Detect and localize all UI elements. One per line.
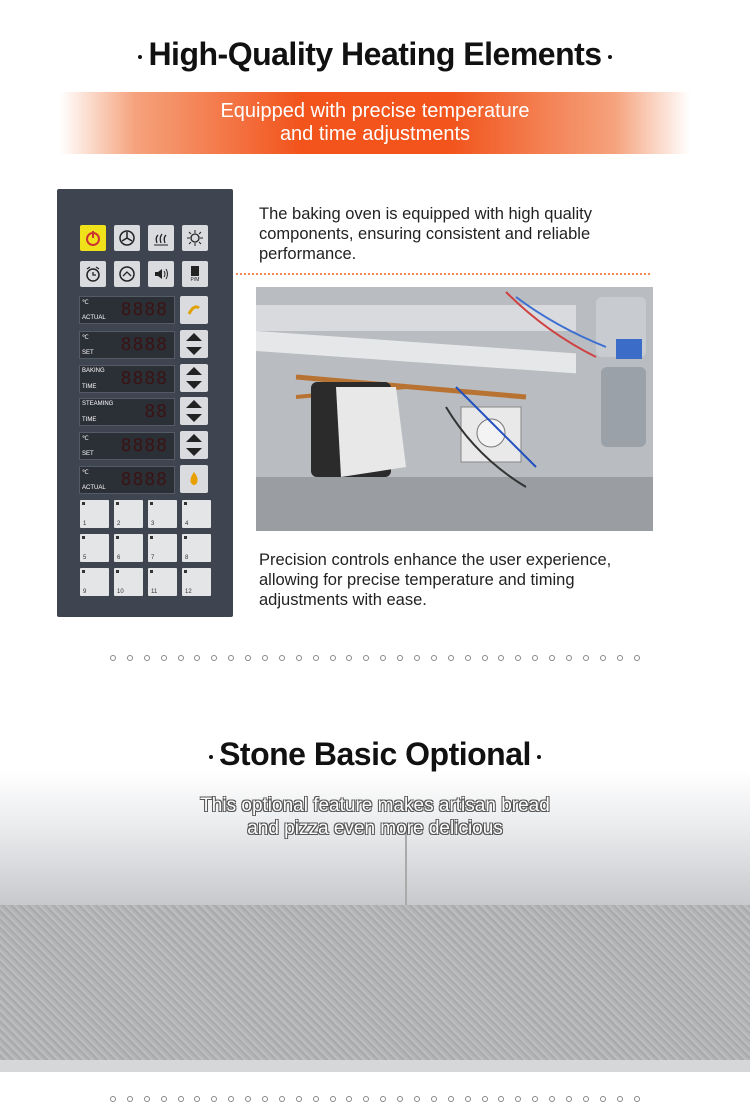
circle-divider-bottom (110, 1096, 640, 1102)
section-title-stone: Stone Basic Optional (0, 736, 750, 773)
baking-stone-slab (0, 905, 750, 1065)
circle-divider (110, 655, 640, 661)
section-title-heating: High-Quality Heating Elements (0, 36, 750, 73)
heating-components-photo (256, 287, 653, 531)
program-key: 6 (114, 534, 143, 562)
slab-edge (0, 1060, 750, 1072)
up-down-arrows-icon (180, 364, 208, 392)
display-set-temp: ℃ SET 8888 (79, 331, 175, 359)
up-down-arrows-icon (180, 330, 208, 358)
display-steaming-time: STEAMING TIME 88 (79, 398, 175, 426)
power-icon (80, 225, 106, 251)
program-key: 3 (148, 500, 177, 528)
banner-line-1: Equipped with precise temperature (220, 100, 530, 122)
dotted-divider (236, 273, 650, 275)
light-icon (182, 225, 208, 251)
program-key: 8 (182, 534, 211, 562)
program-key: 11 (148, 568, 177, 596)
display-actual-temp-2: ℃ ACTUAL 8888 (79, 466, 175, 494)
stone-description (0, 794, 750, 840)
display-set-temp-2: ℃ SET 8888 (79, 432, 175, 460)
title-dot (209, 755, 213, 759)
program-key: 9 (80, 568, 109, 596)
program-key: 2 (114, 500, 143, 528)
program-key: 7 (148, 534, 177, 562)
program-key: 10 (114, 568, 143, 596)
display-actual-temp: ℃ ACTUAL 8888 (79, 296, 175, 324)
display-baking-time: BAKING TIME 8888 (79, 365, 175, 393)
program-key: 4 (182, 500, 211, 528)
slab-front (0, 1072, 750, 1110)
steam-icon (148, 225, 174, 251)
program-key: 5 (80, 534, 109, 562)
program-icon (182, 261, 208, 287)
paragraph-precision-controls: Precision controls enhance the user experience, allowing for precise temperature and timing adjustments with ease. (259, 551, 612, 609)
stone-line-1: This optional feature makes artisan bread (200, 795, 550, 816)
flame-icon (180, 465, 208, 493)
speaker-icon (148, 261, 174, 287)
paragraph-components: The baking oven is equipped with high quality components, ensuring consistent and reliable performance. (259, 205, 592, 263)
title-dot (608, 55, 612, 59)
title-dot (138, 55, 142, 59)
program-key: 12 (182, 568, 211, 596)
banner-line-2: and time adjustments (279, 123, 471, 145)
orange-banner (60, 92, 690, 154)
pm-label: P/M (190, 277, 200, 283)
fan-icon (114, 225, 140, 251)
alarm-icon (80, 261, 106, 287)
stone-line-2: and pizza even more delicious (247, 818, 503, 839)
program-key: 1 (80, 500, 109, 528)
title-dot (537, 755, 541, 759)
up-down-arrows-icon (180, 397, 208, 425)
control-panel-image (57, 189, 233, 617)
up-down-arrows-icon (180, 431, 208, 459)
heat-icon (180, 296, 208, 324)
timer-icon (114, 261, 140, 287)
